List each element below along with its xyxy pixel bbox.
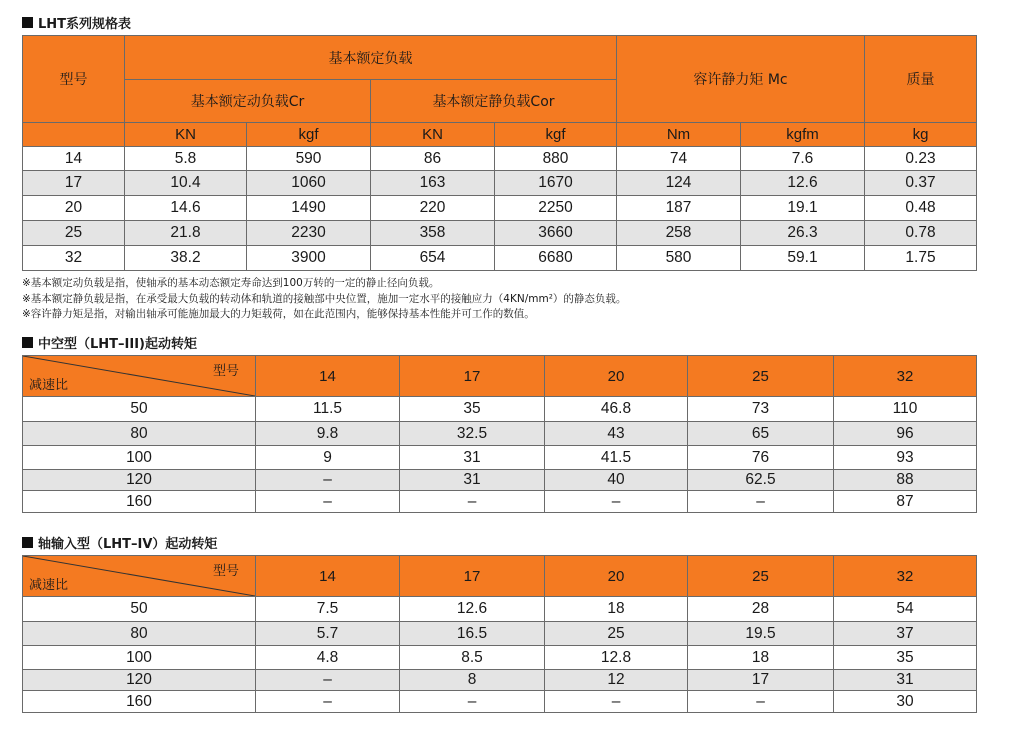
cell: 73 <box>688 397 834 422</box>
unit-cell: Nm <box>617 123 741 147</box>
note-line: ※基本额定动负载是指，使轴承的基本动态额定寿命达到100万转的一定的静止径向负载。 <box>22 277 440 289</box>
cell: 3900 <box>247 246 371 271</box>
unit-cell: KN <box>125 123 247 147</box>
table-row <box>23 397 977 422</box>
table-row <box>23 171 977 196</box>
table-row <box>23 646 977 670</box>
cell: 163 <box>371 171 495 196</box>
table-row <box>23 196 977 221</box>
hollow-torque-table <box>22 355 977 513</box>
cell: 37 <box>834 622 977 646</box>
cell: 93 <box>834 446 977 470</box>
col-header: 17 <box>400 556 545 597</box>
cell: 10.4 <box>125 171 247 196</box>
cell: 358 <box>371 221 495 246</box>
bullet-square-icon <box>22 537 33 548</box>
cell: – <box>688 491 834 513</box>
cell: – <box>256 670 400 691</box>
unit-cell: kg <box>865 123 977 147</box>
spec-table <box>22 35 977 271</box>
cell: 86 <box>371 147 495 171</box>
cell: 3660 <box>495 221 617 246</box>
cell: 580 <box>617 246 741 271</box>
diag-ratio-label: 减速比 <box>29 577 69 592</box>
col-header: 32 <box>834 556 977 597</box>
cell: 124 <box>617 171 741 196</box>
unit-cell: KN <box>371 123 495 147</box>
cell: – <box>256 691 400 713</box>
table-row <box>23 622 977 646</box>
cell: 87 <box>834 491 977 513</box>
diag-model-label: 型号 <box>212 363 239 378</box>
header-static-load: 基本额定静负载Cor <box>371 80 617 123</box>
cell: – <box>400 491 545 513</box>
cell: 2250 <box>495 196 617 221</box>
cell: 14.6 <box>125 196 247 221</box>
header-mass: 质量 <box>865 36 977 123</box>
cell: 7.6 <box>741 147 865 171</box>
cell: 16.5 <box>400 622 545 646</box>
cell: 12.6 <box>741 171 865 196</box>
cell: 26.3 <box>741 221 865 246</box>
cell: 1490 <box>247 196 371 221</box>
cell: 28 <box>688 597 834 622</box>
cell: 35 <box>400 397 545 422</box>
cell: 32 <box>23 246 125 271</box>
diag-ratio-label: 减速比 <box>29 377 69 392</box>
header-basic-load: 基本额定负载 <box>125 36 617 80</box>
cell: 1060 <box>247 171 371 196</box>
cell: 220 <box>371 196 495 221</box>
cell: 258 <box>617 221 741 246</box>
col-header: 14 <box>256 356 400 397</box>
cell: 187 <box>617 196 741 221</box>
cell: 76 <box>688 446 834 470</box>
cell: 12.6 <box>400 597 545 622</box>
cell: – <box>400 691 545 713</box>
cell: 62.5 <box>688 470 834 491</box>
cell: 25 <box>545 622 688 646</box>
table-row <box>23 422 977 446</box>
table-row <box>23 147 977 171</box>
cell: 2230 <box>247 221 371 246</box>
cell: 12.8 <box>545 646 688 670</box>
cell: 32.5 <box>400 422 545 446</box>
cell: 8.5 <box>400 646 545 670</box>
header-model-unit <box>23 123 125 147</box>
shaft-torque-table <box>22 555 977 713</box>
diagonal-header <box>23 356 256 397</box>
cell: 8 <box>400 670 545 691</box>
cell: 80 <box>23 622 256 646</box>
cell: 1.75 <box>865 246 977 271</box>
cell: 20 <box>23 196 125 221</box>
cell: 96 <box>834 422 977 446</box>
unit-cell: kgfm <box>741 123 865 147</box>
cell: 0.48 <box>865 196 977 221</box>
bullet-square-icon <box>22 337 33 348</box>
cell: 30 <box>834 691 977 713</box>
cell: 5.8 <box>125 147 247 171</box>
cell: 18 <box>688 646 834 670</box>
cell: 46.8 <box>545 397 688 422</box>
cell: 88 <box>834 470 977 491</box>
cell: 9 <box>256 446 400 470</box>
table-row <box>23 670 977 691</box>
table-row <box>23 691 977 713</box>
cell: – <box>545 691 688 713</box>
bullet-square-icon <box>22 17 33 28</box>
table-row <box>23 446 977 470</box>
spec-section-title <box>22 13 131 32</box>
table-row <box>23 470 977 491</box>
cell: 0.37 <box>865 171 977 196</box>
hollow-title-text: 中空型（LHT–III)起动转矩 <box>38 337 197 352</box>
cell: 100 <box>23 646 256 670</box>
cell: 9.8 <box>256 422 400 446</box>
header-dynamic-load: 基本额定动负载Cr <box>125 80 371 123</box>
cell: 4.8 <box>256 646 400 670</box>
col-header: 25 <box>688 356 834 397</box>
cell: 25 <box>23 221 125 246</box>
spec-notes <box>22 276 626 323</box>
cell: – <box>256 491 400 513</box>
col-header: 20 <box>545 356 688 397</box>
diagonal-header <box>23 556 256 597</box>
note-line: ※基本额定静负载是指，在承受最大负载的转动体和轨道的接触部中央位置，施加一定水平的接触应力（4KN/mm²）的静态负载。 <box>22 292 627 305</box>
cell: 120 <box>23 470 256 491</box>
cell: 110 <box>834 397 977 422</box>
col-header: 25 <box>688 556 834 597</box>
hollow-section-title <box>22 333 197 352</box>
table-row <box>23 491 977 513</box>
cell: 54 <box>834 597 977 622</box>
cell: 590 <box>247 147 371 171</box>
spec-title-text: LHT系列规格表 <box>38 17 132 32</box>
cell: 0.78 <box>865 221 977 246</box>
cell: 5.7 <box>256 622 400 646</box>
table-row <box>23 597 977 622</box>
cell: 160 <box>23 691 256 713</box>
cell: 17 <box>688 670 834 691</box>
cell: 17 <box>23 171 125 196</box>
cell: 31 <box>400 470 545 491</box>
diag-model-label: 型号 <box>212 563 239 578</box>
cell: 6680 <box>495 246 617 271</box>
col-header: 20 <box>545 556 688 597</box>
cell: 654 <box>371 246 495 271</box>
cell: 19.5 <box>688 622 834 646</box>
col-header: 17 <box>400 356 545 397</box>
cell: – <box>688 691 834 713</box>
cell: 65 <box>688 422 834 446</box>
cell: 50 <box>23 597 256 622</box>
cell: 50 <box>23 397 256 422</box>
cell: 40 <box>545 470 688 491</box>
unit-cell: kgf <box>247 123 371 147</box>
cell: 35 <box>834 646 977 670</box>
cell: 880 <box>495 147 617 171</box>
col-header: 32 <box>834 356 977 397</box>
shaft-section-title <box>22 533 217 552</box>
cell: 31 <box>834 670 977 691</box>
cell: 160 <box>23 491 256 513</box>
table-row <box>23 246 977 271</box>
col-header: 14 <box>256 556 400 597</box>
cell: 12 <box>545 670 688 691</box>
cell: 100 <box>23 446 256 470</box>
cell: 43 <box>545 422 688 446</box>
cell: 59.1 <box>741 246 865 271</box>
cell: 41.5 <box>545 446 688 470</box>
cell: 11.5 <box>256 397 400 422</box>
cell: – <box>545 491 688 513</box>
note-line: ※容许静力矩是指，对输出轴承可能施加最大的力矩载荷，如在此范围内，能够保持基本性能并可工作的数值。 <box>22 308 535 320</box>
cell: 19.1 <box>741 196 865 221</box>
table-row <box>23 221 977 246</box>
shaft-title-text: 轴输入型（LHT–IV）起动转矩 <box>38 537 218 552</box>
cell: 14 <box>23 147 125 171</box>
cell: 1670 <box>495 171 617 196</box>
cell: 120 <box>23 670 256 691</box>
header-model: 型号 <box>23 36 125 123</box>
cell: 74 <box>617 147 741 171</box>
cell: 7.5 <box>256 597 400 622</box>
cell: 38.2 <box>125 246 247 271</box>
cell: 0.23 <box>865 147 977 171</box>
cell: – <box>256 470 400 491</box>
cell: 18 <box>545 597 688 622</box>
unit-cell: kgf <box>495 123 617 147</box>
cell: 80 <box>23 422 256 446</box>
header-static-moment: 容许静力矩 Mc <box>617 36 865 123</box>
cell: 31 <box>400 446 545 470</box>
cell: 21.8 <box>125 221 247 246</box>
